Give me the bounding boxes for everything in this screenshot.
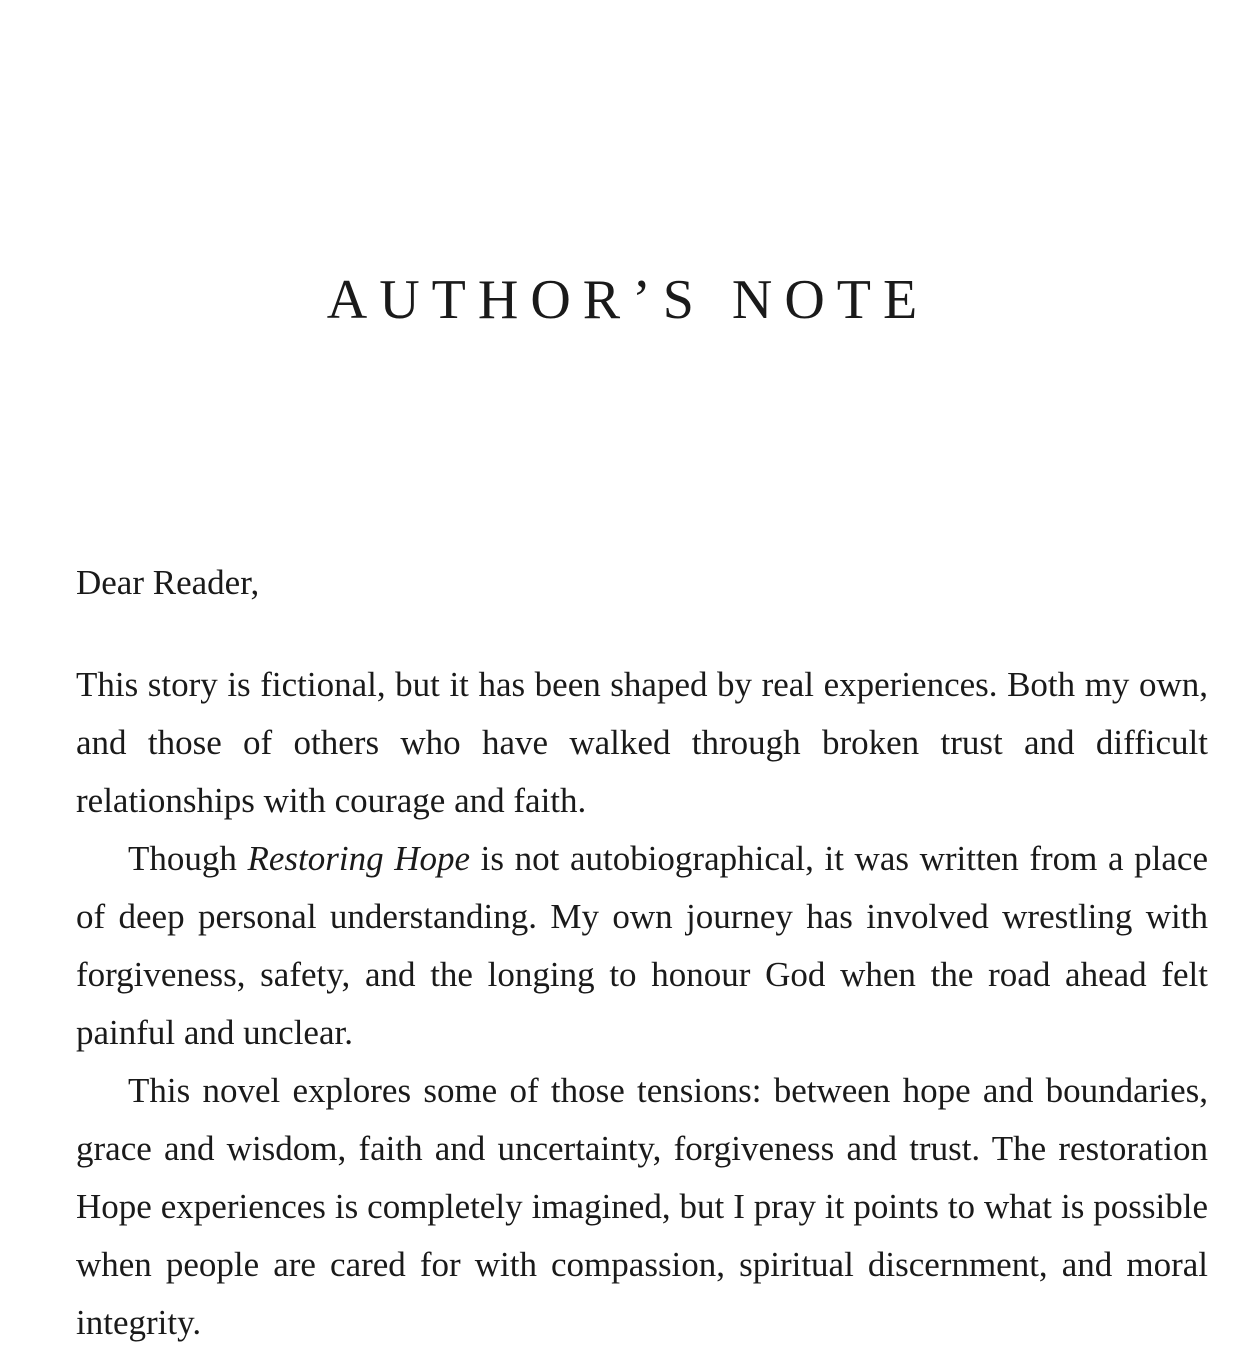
paragraph-2-lead: Though [128,839,248,878]
salutation: Dear Reader, [76,563,260,602]
paragraph-1: This story is fictional, but it has been shaped by real experiences. Both my own, and those of others who have walked through broken trust and difficult relationships with courage and faith. [76,665,1208,820]
paragraph-3: This novel explores some of those tensions: between hope and boundaries, grace and wisdom, faith and uncertainty, forgiveness and trust. The restoration Hope experiences is completely imagined, but I pray it points to what is possible when people are cared for with compassion, spiritual discernment, and moral integrity. [76,1071,1208,1342]
paragraph-2-rest: is not autobiographical, it was written from a place of deep personal understanding. My own journey has involved wrestling with forgiveness, safety, and the longing to honour God when the road ahead felt painful and unclear. [76,839,1208,1052]
note-body [76,554,1208,1352]
paragraph-2 [76,830,1208,1062]
book-title-italic: Restoring Hope [247,839,471,878]
page-title: AUTHOR’S NOTE [326,269,930,331]
